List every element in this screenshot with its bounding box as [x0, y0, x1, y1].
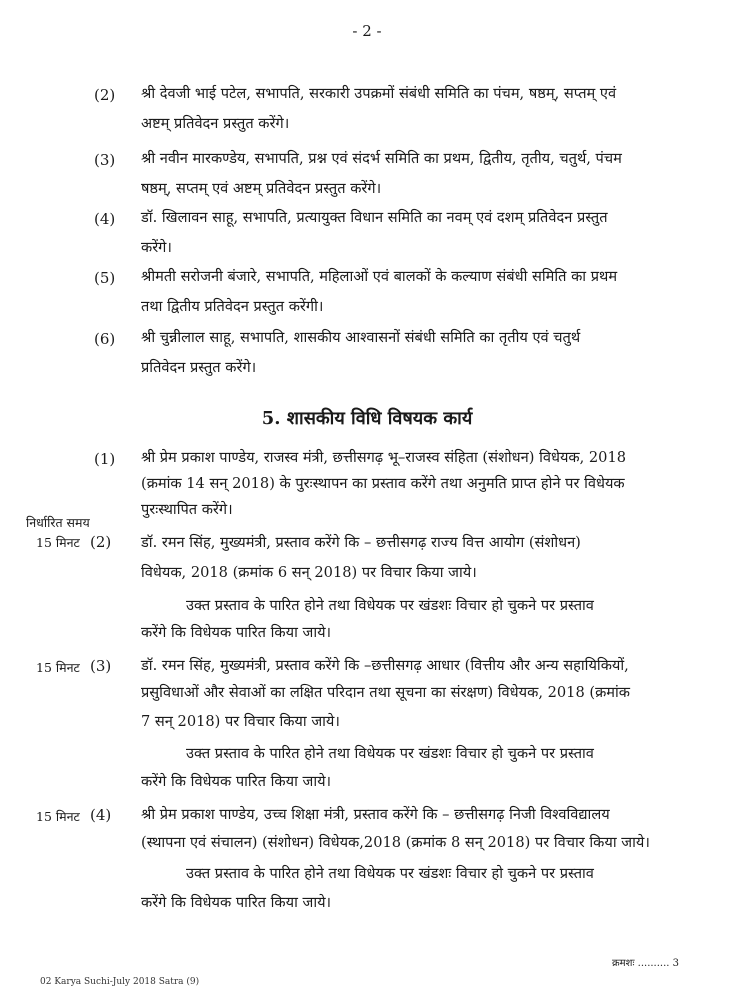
allotted-time-label: निर्धारित समय — [26, 515, 90, 530]
passing-motion-text: करेंगे कि विधेयक पारित किया जाये। — [141, 624, 332, 641]
item-text: षष्ठम्, सप्तम् एवं अष्टम् प्रतिवेदन प्रस्तुत करेंगे। — [141, 180, 382, 197]
item-number: (4) — [90, 806, 112, 824]
item-text: प्रतिवेदन प्रस्तुत करेंगे। — [141, 359, 257, 376]
page-number: - 2 - — [352, 22, 382, 40]
bill-text: (स्थापना एवं संचालन) (संशोधन) विधेयक,2018 (क्रमांक 8 सन् 2018) पर विचार किया जाये। — [141, 834, 650, 851]
bill-text: (क्रमांक 14 सन् 2018) के पुरःस्थापन का प्रस्ताव करेंगे तथा अनुमति प्राप्त होने पर विधेयक — [141, 475, 625, 492]
time-allotment: 15 मिनट — [36, 535, 80, 550]
item-number: (5) — [94, 269, 116, 287]
item-number: (2) — [94, 86, 116, 104]
passing-motion-text: करेंगे कि विधेयक पारित किया जाये। — [141, 894, 332, 911]
bill-text: 7 सन् 2018) पर विचार किया जाये। — [141, 713, 340, 730]
passing-motion-text: उक्त प्रस्ताव के पारित होने तथा विधेयक पर खंडशः विचार हो चुकने पर प्रस्ताव — [186, 597, 594, 614]
item-text: डॉ. खिलावन साहू, सभापति, प्रत्यायुक्त विधान समिति का नवम् एवं दशम् प्रतिवेदन प्रस्तुत — [141, 209, 608, 226]
footer-filename: 02 Karya Suchi-July 2018 Satra (9) — [40, 977, 200, 987]
item-number: (1) — [94, 450, 116, 468]
bill-text: विधेयक, 2018 (क्रमांक 6 सन् 2018) पर विचार किया जाये। — [141, 564, 477, 581]
bill-text: डॉ. रमन सिंह, मुख्यमंत्री, प्रस्ताव करेंगे कि –छत्तीसगढ़ आधार (वित्तीय और अन्य सहायिकियों, — [141, 657, 629, 674]
item-number: (3) — [90, 657, 112, 675]
bill-text: डॉ. रमन सिंह, मुख्यमंत्री, प्रस्ताव करेंगे कि – छत्तीसगढ़ राज्य वित्त आयोग (संशोधन) — [141, 534, 581, 551]
time-allotment: 15 मिनट — [36, 809, 80, 824]
item-number: (4) — [94, 210, 116, 228]
bill-text: श्री प्रेम प्रकाश पाण्डेय, राजस्व मंत्री, छत्तीसगढ़ भू–राजस्व संहिता (संशोधन) विधेयक, 2018 — [141, 449, 627, 466]
passing-motion-text: उक्त प्रस्ताव के पारित होने तथा विधेयक पर खंडशः विचार हो चुकने पर प्रस्ताव — [186, 865, 594, 882]
bill-text: प्रसुविधाओं और सेवाओं का लक्षित परिदान तथा सूचना का संरक्षण) विधेयक, 2018 (क्रमांक — [141, 684, 630, 701]
bill-text: पुरःस्थापित करेंगे। — [141, 501, 233, 518]
section-heading: 5. शासकीय विधि विषयक कार्य — [261, 408, 473, 429]
item-text: करेंगे। — [141, 239, 172, 256]
item-text: श्री चुन्नीलाल साहू, सभापति, शासकीय आश्वासनों संबंधी समिति का तृतीय एवं चतुर्थ — [141, 329, 581, 346]
bill-text: श्री प्रेम प्रकाश पाण्डेय, उच्च शिक्षा मंत्री, प्रस्ताव करेंगे कि – छत्तीसगढ़ निजी विश्वविद्यालय — [141, 806, 610, 823]
item-number: (3) — [94, 151, 116, 169]
item-number: (6) — [94, 330, 116, 348]
passing-motion-text: करेंगे कि विधेयक पारित किया जाये। — [141, 773, 332, 790]
item-text: श्री नवीन मारकण्डेय, सभापति, प्रश्न एवं संदर्भ समिति का प्रथम, द्वितीय, तृतीय, चतुर्थ, पंचम — [141, 150, 622, 167]
continuation-note: क्रमशः .......... 3 — [612, 958, 679, 969]
item-text: श्रीमती सरोजनी बंजारे, सभापति, महिलाओं एवं बालकों के कल्याण संबंधी समिति का प्रथम — [141, 268, 618, 285]
time-allotment: 15 मिनट — [36, 660, 80, 675]
item-text: अष्टम् प्रतिवेदन प्रस्तुत करेंगे। — [141, 115, 290, 132]
item-number: (2) — [90, 533, 112, 551]
item-text: तथा द्वितीय प्रतिवेदन प्रस्तुत करेंगी। — [141, 298, 324, 315]
item-text: श्री देवजी भाई पटेल, सभापति, सरकारी उपक्रमों संबंधी समिति का पंचम, षष्ठम्, सप्तम् एवं — [141, 85, 617, 102]
passing-motion-text: उक्त प्रस्ताव के पारित होने तथा विधेयक पर खंडशः विचार हो चुकने पर प्रस्ताव — [186, 745, 594, 762]
